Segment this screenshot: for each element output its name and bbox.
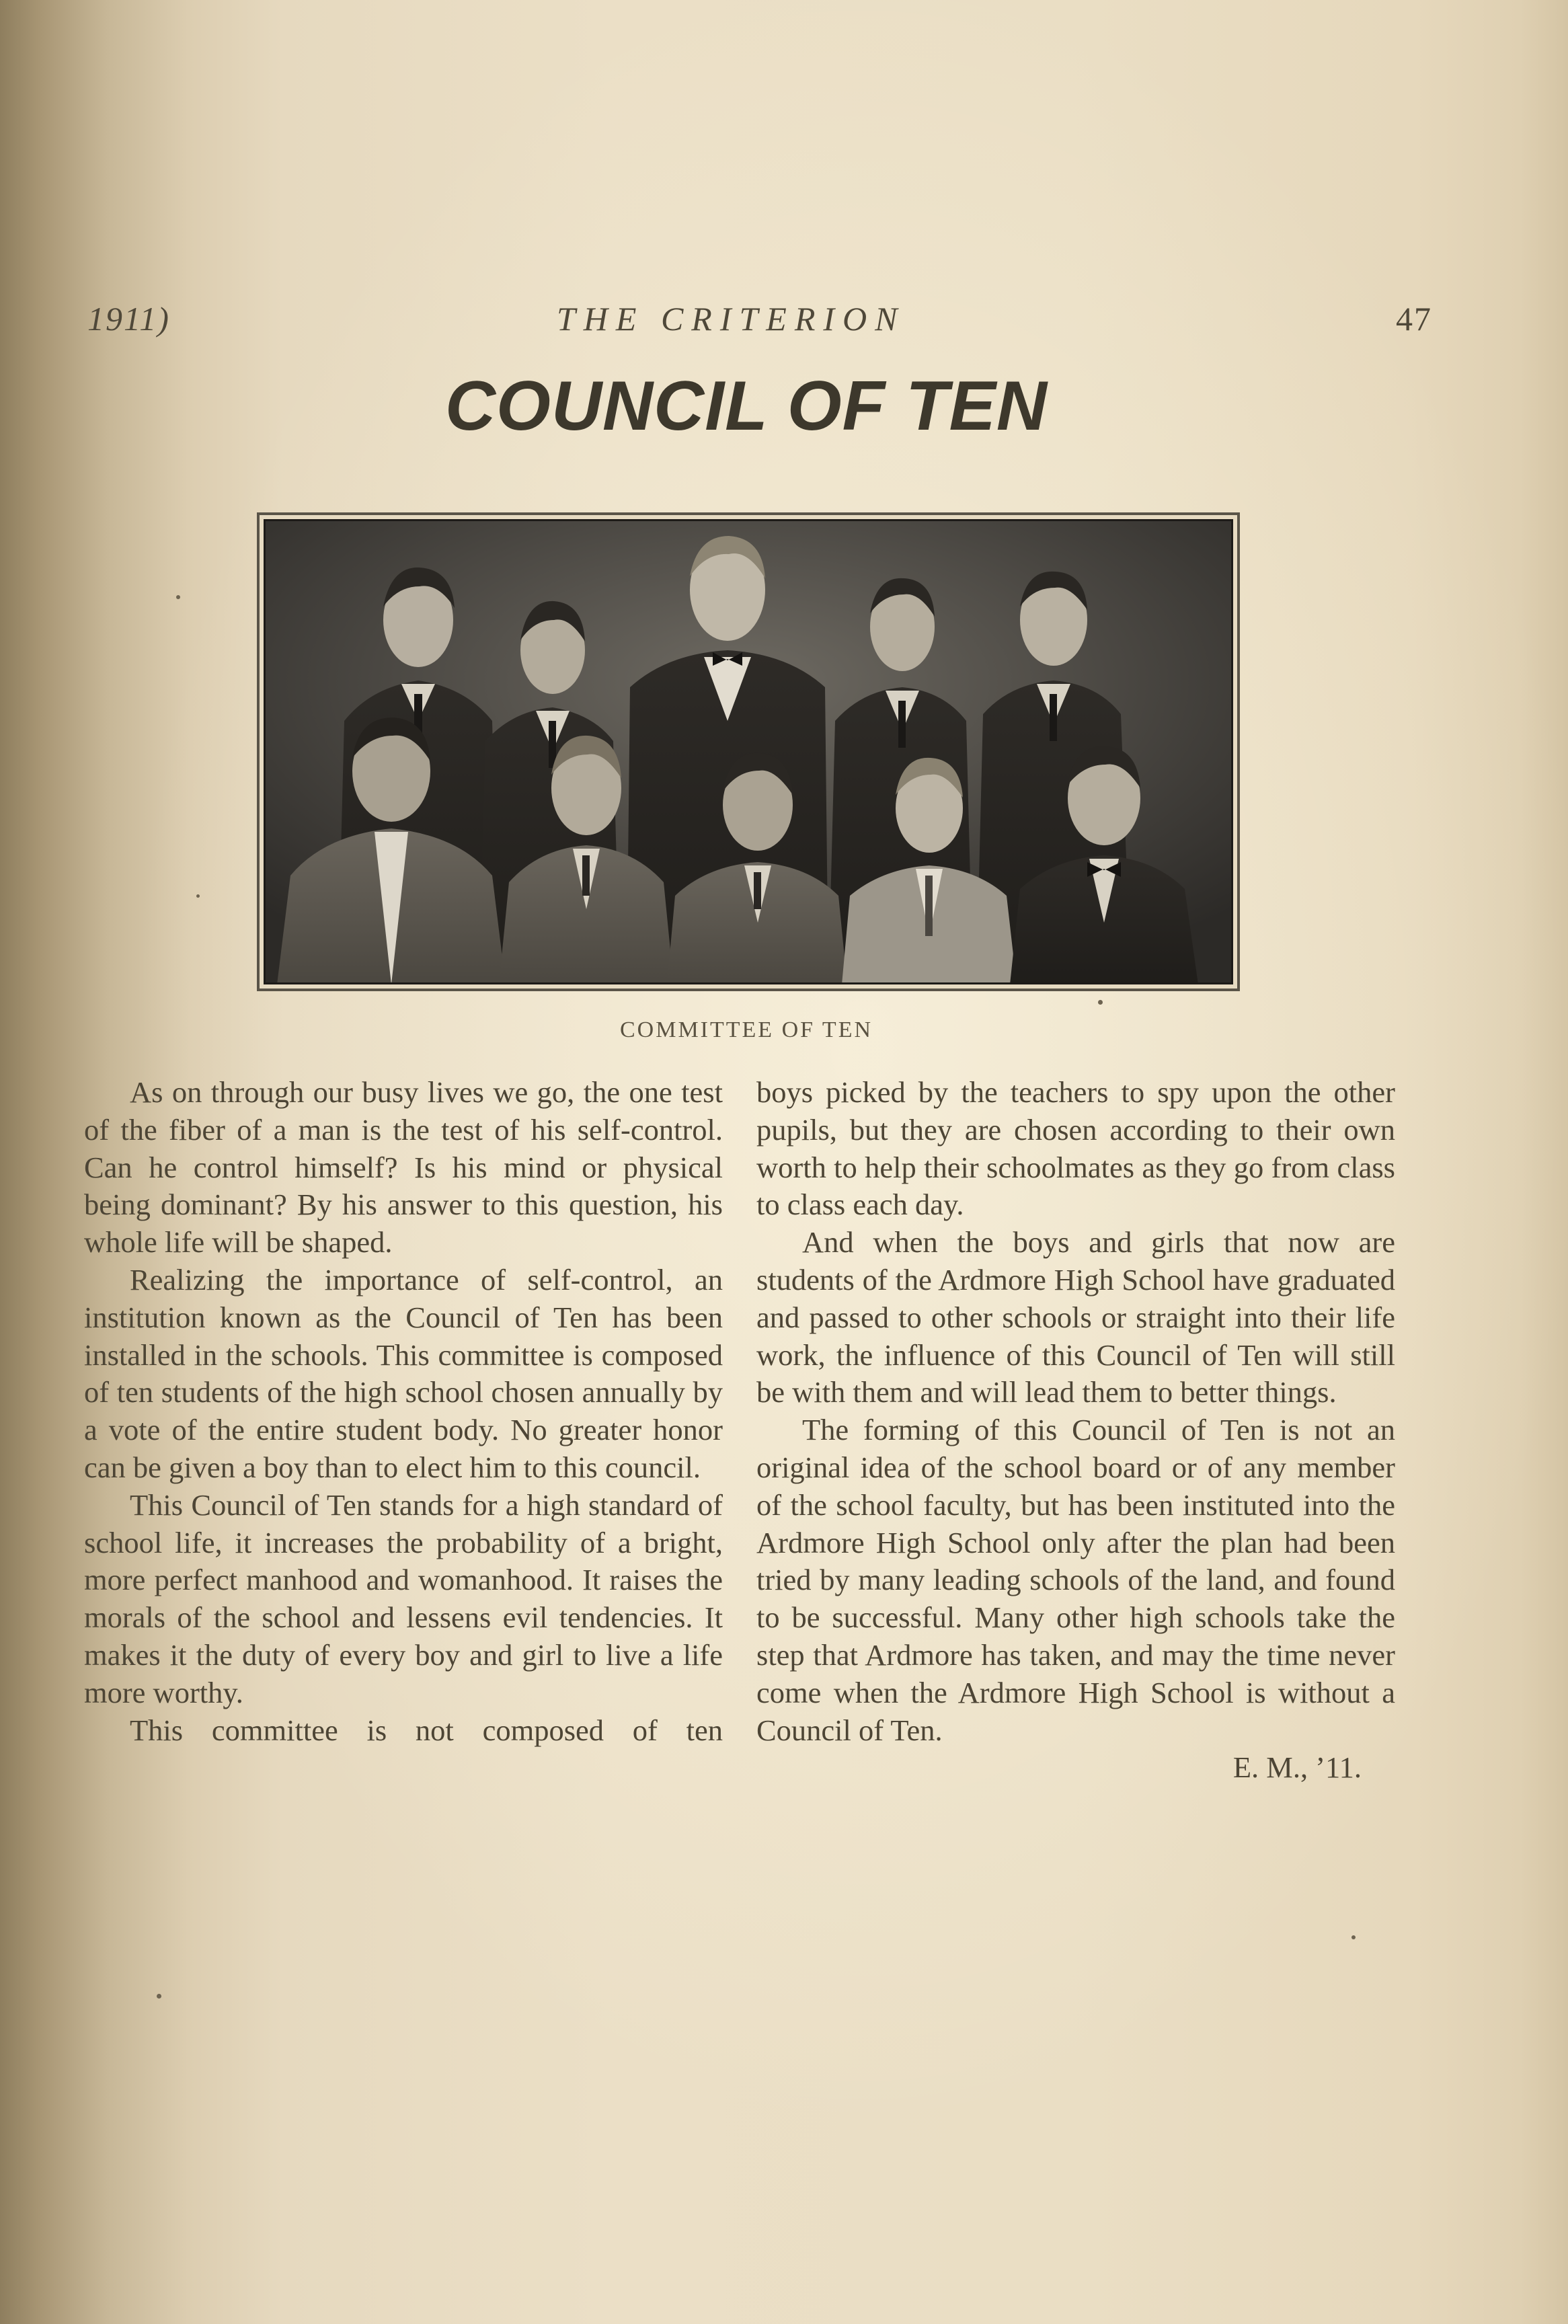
paragraph: This Council of Ten stands for a high standard of school life, it increases the probability of a bright, more perfect manhood and womanhood. It raises the morals of the school and lessens evil tendencies. It makes it the duty of every boy and girl to live a life more worthy. — [84, 1487, 723, 1709]
paper-speck — [1098, 1000, 1103, 1005]
paragraph: As on through our busy lives we go, the one test of the fiber of a man is the test of his self-control. Can he control himself? Is his mind or physical being dominant? By his answer to this question, his whole life will be shaped. — [84, 1075, 723, 1260]
article-column-right — [756, 1074, 1395, 1787]
article-title: COUNCIL OF TEN — [444, 367, 1048, 445]
article-column-left — [84, 1074, 723, 1749]
page-number: 47 — [1396, 300, 1432, 338]
paragraph: The forming of this Council of Ten is not an original idea of the school board or of any member of the school faculty, but has been instituted into the Ardmore High School only after the plan had been tried by many leading schools of the land, and found to be successful. Many other high schools take the step that Ardmore has taken, and may the time never come when the Ardmore High School is without a Council of Ten. — [756, 1413, 1395, 1747]
photo-caption: COMMITTEE OF TEN — [619, 1017, 873, 1042]
running-header — [87, 299, 1432, 346]
photo-image — [264, 519, 1233, 984]
paragraph: boys picked by the teachers to spy upon the other pupils, but they are chosen according to their own worth to help their schoolmates as they go from class to class each day. — [756, 1075, 1395, 1222]
author-signature: E. M., ’11. — [1232, 1750, 1362, 1785]
paragraph: Realizing the importance of self-control, an institution known as the Council of Ten has been installed in the schools. This committee is composed of ten students of the high school chosen annually by a vote of the entire student body. No greater honor can be given a boy than to elect him to this council. — [84, 1262, 723, 1484]
paragraph: This committee is not composed of ten — [130, 1713, 723, 1747]
group-photograph — [257, 512, 1240, 991]
paper-speck — [1351, 1935, 1356, 1939]
header-year: 1911) — [87, 300, 170, 338]
header-publication-title: THE CRITERION — [557, 300, 906, 338]
paragraph: And when the boys and girls that now are students of the Ardmore High School have graduated and passed to other schools or straight into their life work, the influence of this Council of Ten will still be with them and will lead them to better things. — [756, 1225, 1395, 1409]
paper-speck — [157, 1994, 161, 1999]
paper-speck — [196, 894, 200, 898]
paper-speck — [176, 595, 180, 599]
